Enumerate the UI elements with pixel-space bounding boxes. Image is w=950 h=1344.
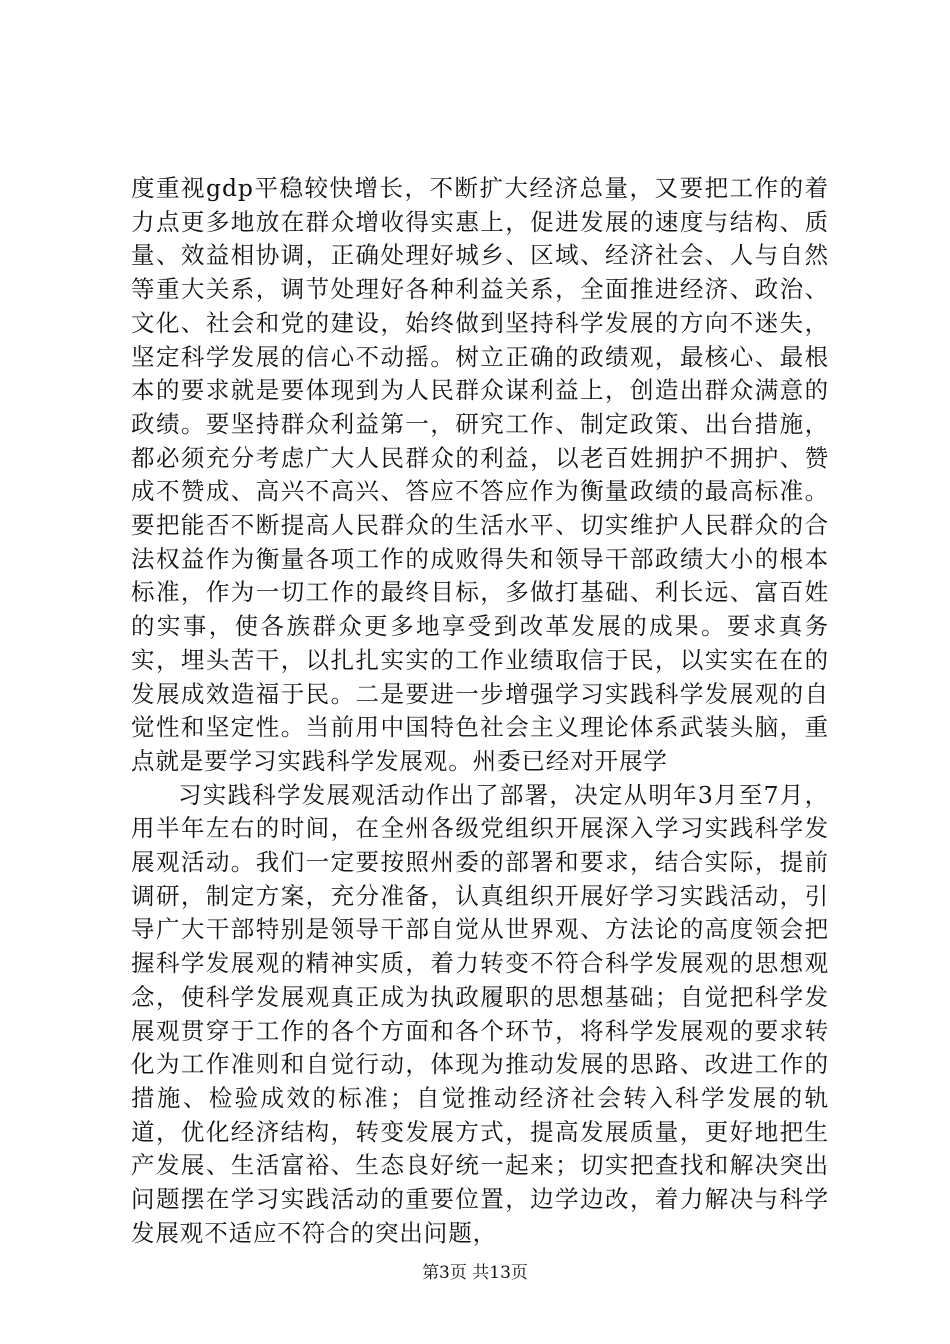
body-text [131,172,829,1251]
paragraph: 习实践科学发展观活动作出了部署，决定从明年3月至7月，用半年左右的时间，在全州各级党组织开展深入学习实践科学发展观活动。我们一定要按照州委的部署和要求，结合实际，提前调研，制定方案，充分准备，认真组织开展好学习实践活动，引导广大干部特别是领导干部自觉从世界观、方法论的高度领会把握科学发展观的精神实质，着力转变不符合科学发展观的思想观念，使科学发展观真正成为执政履职的思想基础；自觉把科学发展观贯穿于工作的各个方面和各个环节，将科学发展观的要求转化为工作准则和自觉行动，体现为推动发展的思路、改进工作的措施、检验成效的标准；自觉推动经济社会转入科学发展的轨道，优化经济结构，转变发展方式，提高发展质量，更好地把生产发展、生活富裕、生态良好统一起来；切实把查找和解决突出问题摆在学习实践活动的重要位置，边学边改，着力解决与科学发展观不适应不符合的突出问题， [131,780,829,1247]
page-number-footer: 第3页 共13页 [422,1263,528,1283]
paragraph-continued: 度重视gdp平稳较快增长，不断扩大经济总量，又要把工作的着力点更多地放在群众增收得实惠上，促进发展的速度与结构、质量、效益相协调，正确处理好城乡、区域、经济社会、人与自然等重大关系，调节处理好各种利益关系，全面推进经济、政治、文化、社会和党的建设，始终做到坚持科学发展的方向不迷失，坚定科学发展的信心不动摇。树立正确的政绩观，最核心、最根本的要求就是要体现到为人民群众谋利益上，创造出群众满意的政绩。要坚持群众利益第一，研究工作、制定政策、出台措施，都必须充分考虑广大人民群众的利益，以老百姓拥护不拥护、赞成不赞成、高兴不高兴、答应不答应作为衡量政绩的最高标准。要把能否不断提高人民群众的生活水平、切实维护人民群众的合法权益作为衡量各项工作的成败得失和领导干部政绩大小的根本标准，作为一切工作的最终目标，多做打基础、利长远、富百姓的实事，使各族群众更多地享受到改革发展的成果。要求真务实，埋头苦干，以扎扎实实的工作业绩取信于民，以实实在在的发展成效造福于民。二是要进一步增强学习实践科学发展观的自觉性和坚定性。当前用中国特色社会主义理论体系武装头脑，重点就是要学习实践科学发展观。州委已经对开展学 [131,174,829,775]
